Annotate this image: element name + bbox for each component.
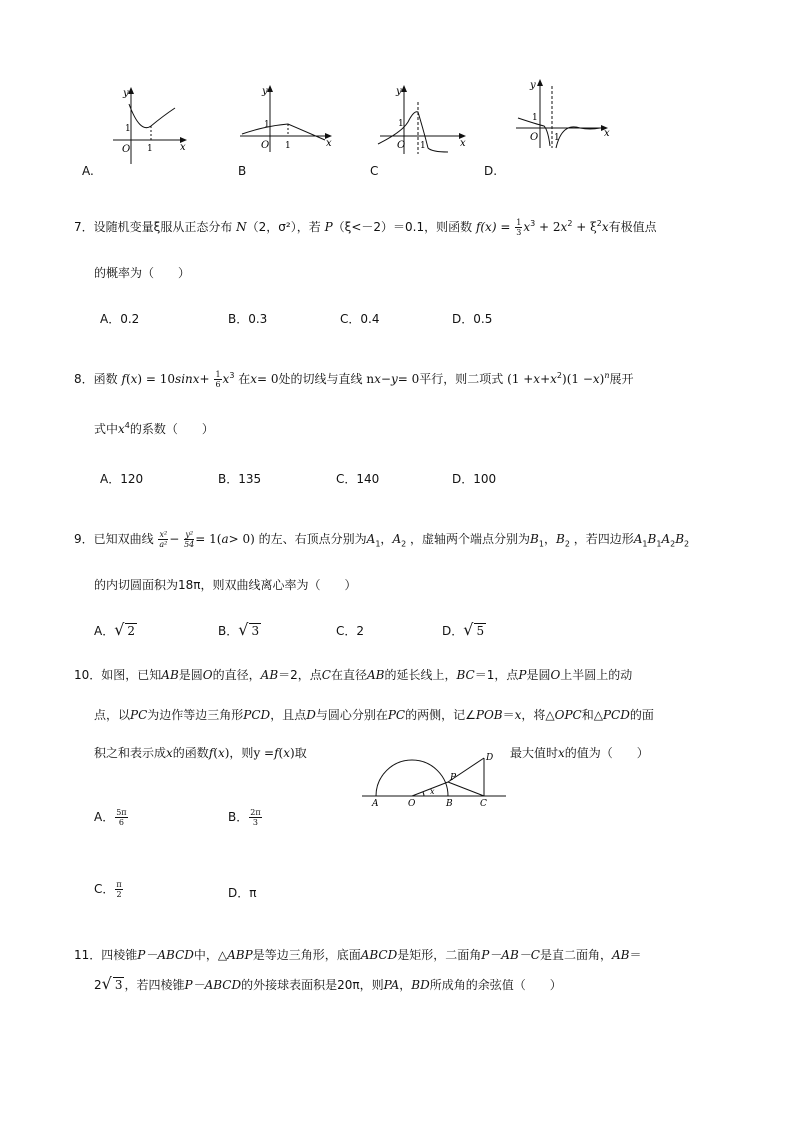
svg-text:A: A — [372, 799, 379, 808]
svg-text:1: 1 — [125, 124, 131, 134]
q8-option-c[interactable]: C．140 — [336, 472, 380, 486]
svg-text:1: 1 — [554, 133, 560, 143]
q10-option-a[interactable]: A． $\frac{5\pi}{6}$ — [94, 808, 127, 827]
svg-text:O: O — [408, 799, 416, 808]
q10-line3-right: 最大值时x的值为（ ） — [510, 746, 649, 760]
svg-text:y: y — [262, 86, 268, 97]
svg-text:C: C — [480, 799, 487, 808]
svg-text:1: 1 — [398, 119, 404, 129]
svg-text:1: 1 — [147, 144, 153, 154]
svg-text:y: y — [530, 80, 536, 91]
graph-label-b: B — [238, 164, 247, 178]
q8-option-a[interactable]: A．120 — [100, 472, 144, 486]
svg-text:x: x — [460, 138, 466, 149]
q7-option-b[interactable]: B．0.3 — [228, 312, 268, 326]
q9-line1: 9．已知双曲线 $\frac{\text{x²}}{\text{a²}}$ − $\frac{\text{y²}}{54}$ = 1(a> 0) 的左、右顶点分别为$A_1$，$A_2$ ，虚轴两个端点分别为$B_1$，$B_2$ ，若四边形$A_1B_1A_2B_2$ — [74, 530, 690, 549]
svg-text:O: O — [261, 140, 270, 151]
svg-text:O: O — [530, 132, 539, 143]
q9-option-b[interactable]: B．√ 3 — [218, 620, 260, 639]
q10-option-c[interactable]: C． $\frac{\pi}{2}$ — [94, 880, 122, 899]
svg-text:x: x — [180, 142, 186, 153]
svg-text:O: O — [122, 144, 131, 155]
q10-line1: 10．如图，已知AB是圆O的直径，AB＝2，点C在直径AB的延长线上，BC＝1，点P是圆O上半圆上的动 — [74, 668, 633, 682]
q9-line2: 的内切圆面积为18π，则双曲线离心率为（ ） — [94, 578, 357, 592]
q9-option-a[interactable]: A．√ 2 — [94, 620, 136, 639]
graph-d — [508, 76, 618, 156]
q11-line2: 2√ 3 ，若四棱锥P－ABCD的外接球表面积是20π，则PA，BD所成角的余弦值（ ） — [94, 974, 562, 993]
svg-text:B: B — [446, 799, 453, 808]
q7-option-c[interactable]: C．0.4 — [340, 312, 380, 326]
graph-label-a: A. — [82, 164, 94, 178]
svg-text:x: x — [430, 787, 435, 796]
svg-text:x: x — [604, 128, 610, 139]
svg-text:1: 1 — [420, 141, 426, 151]
svg-text:P: P — [450, 773, 457, 783]
q8-line1: 8．函数 f(x) = 10sinx+ $\frac{1}{6}$ $x^3$ 在x= 0处的切线与直线 nx−y= 0平行，则二项式 $(1 +x+x^2)(1 -x)^n$展开 — [74, 370, 634, 389]
q8-option-d[interactable]: D．100 — [452, 472, 497, 486]
q7-option-a[interactable]: A．0.2 — [100, 312, 140, 326]
graph-a — [95, 84, 195, 174]
svg-text:x: x — [326, 138, 332, 149]
q11-line1: 11．四棱锥P－ABCD中，△ABP是等边三角形，底面ABCD是矩形，二面角P－AB－C是直二面角，AB＝ — [74, 948, 642, 962]
svg-text:1: 1 — [532, 113, 538, 123]
svg-text:D: D — [486, 753, 494, 763]
q9-option-c[interactable]: C．2 — [336, 624, 365, 638]
q10-figure — [360, 748, 510, 808]
q10-line3-left: 积之和表示成x的函数f(x)，则y =f(x)取 — [94, 746, 307, 760]
q8-option-b[interactable]: B．135 — [218, 472, 262, 486]
graph-c — [372, 82, 472, 162]
q7-line2: 的概率为（ ） — [94, 266, 191, 280]
svg-text:y: y — [396, 86, 402, 97]
graph-b — [230, 82, 340, 162]
svg-text:O: O — [397, 140, 406, 151]
q9-option-d[interactable]: D．√ 5 — [442, 620, 485, 639]
graph-label-d: D. — [484, 164, 498, 178]
q7-option-d[interactable]: D．0.5 — [452, 312, 493, 326]
graph-label-c: C — [370, 164, 379, 178]
svg-text:y: y — [123, 88, 129, 99]
svg-text:1: 1 — [285, 141, 291, 151]
q10-option-d[interactable]: D．π — [228, 886, 257, 900]
q7-line1: 7．设随机变量ξ服从正态分布 N（2，σ²），若 P（ξ<－2）＝0.1，则函数 f(x) = $\frac{1}{3}$ $x^3 + 2x^2 + \xi^2x$有极值点 — [74, 218, 657, 237]
q8-line2: 式中$x^4$的系数（ ） — [94, 421, 214, 436]
q10-option-b[interactable]: B． $\frac{2\pi}{3}$ — [228, 808, 261, 827]
q10-line2: 点，以PC为边作等边三角形PCD，且点D与圆心分别在PC的两侧，记∠POB＝x，将△OPC和△PCD的面 — [94, 708, 654, 722]
svg-text:1: 1 — [264, 120, 270, 130]
